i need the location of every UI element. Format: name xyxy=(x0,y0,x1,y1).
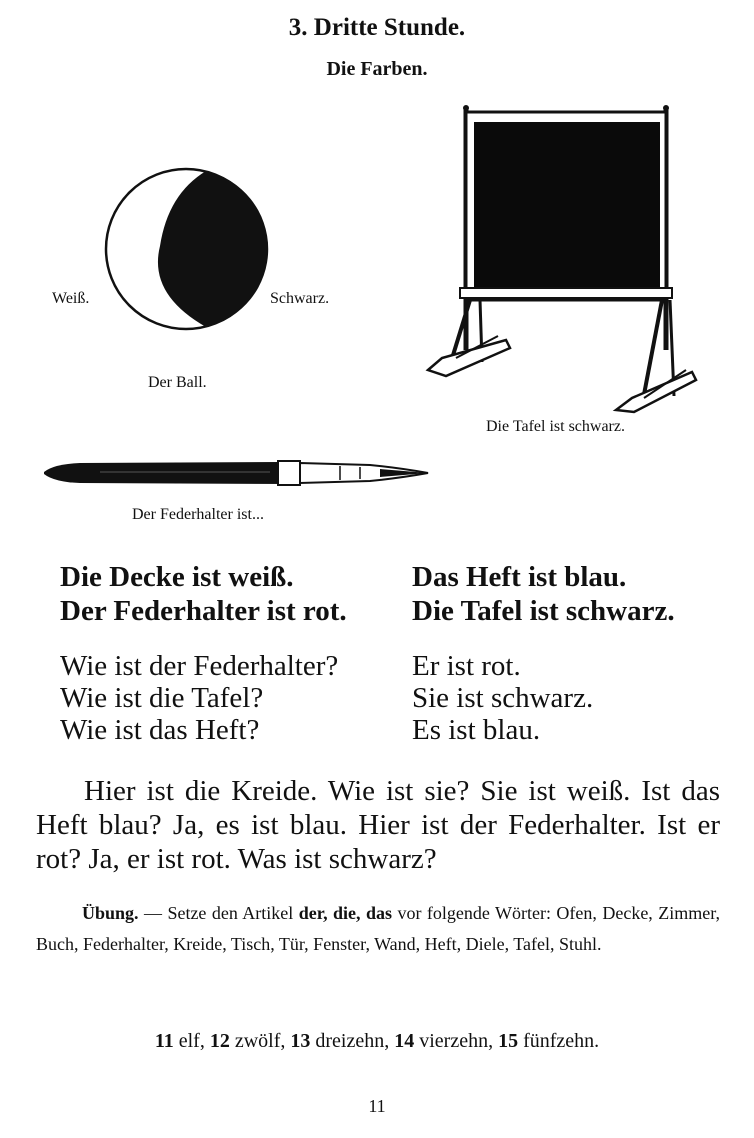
blackboard-surface xyxy=(474,122,660,294)
question-3: Wie ist das Heft? xyxy=(60,714,260,746)
statement-left-2: Der Federhalter ist rot. xyxy=(60,595,347,627)
pen-illustration xyxy=(40,458,432,488)
statement-left-1: Die Decke ist weiß. xyxy=(60,561,294,593)
exercise xyxy=(36,898,720,960)
number-word: zwölf, xyxy=(234,1030,286,1052)
lesson-title: 3. Dritte Stunde. xyxy=(288,14,466,41)
number-word: dreizehn, xyxy=(315,1030,390,1052)
blackboard-illustration xyxy=(420,100,710,418)
ball-label-white: Weiß. xyxy=(52,290,90,307)
exercise-label: Übung. xyxy=(82,903,139,923)
exercise-text-before: Setze den Artikel xyxy=(167,903,294,923)
exercise-text-after: vor folgende Wörter: Ofen, Decke, Zimmer, Buch, Federhalter, Kreide, Tisch, Tür, Fenster, Wand, Heft, Diele, Tafel, Stuhl. xyxy=(36,903,721,954)
numbers-line xyxy=(0,1030,754,1053)
number-digit: 11 xyxy=(154,1030,174,1052)
page-number: 11 xyxy=(368,1096,386,1116)
number-word: vierzehn, xyxy=(419,1030,494,1052)
statement-right-1: Das Heft ist blau. xyxy=(412,561,627,593)
answer-1: Er ist rot. xyxy=(412,650,521,682)
lesson-subtitle: Die Farben. xyxy=(326,58,428,80)
exercise-articles: der, die, das xyxy=(298,903,392,923)
answer-3: Es ist blau. xyxy=(412,714,541,746)
reading-paragraph: Hier ist die Kreide. Wie ist sie? Sie ist weiß. Ist das Heft blau? Ja, es ist blau. Hier ist der Federhalter. Ist er rot? Ja, er ist rot. Was ist schwarz? xyxy=(36,775,720,875)
question-2: Wie ist die Tafel? xyxy=(60,682,264,714)
blackboard-caption: Die Tafel ist schwarz. xyxy=(486,418,625,435)
pen-caption: Der Federhalter ist... xyxy=(132,506,264,523)
number-word: elf, xyxy=(178,1030,205,1052)
question-1: Wie ist der Federhalter? xyxy=(60,650,339,682)
answer-2: Sie ist schwarz. xyxy=(412,682,594,714)
ball-illustration xyxy=(98,164,278,334)
number-digit: 14 xyxy=(394,1030,415,1052)
ball-label-black: Schwarz. xyxy=(270,290,330,307)
number-digit: 13 xyxy=(290,1030,311,1052)
number-digit: 15 xyxy=(498,1030,519,1052)
exercise-dash: — xyxy=(143,903,162,923)
statement-right-2: Die Tafel ist schwarz. xyxy=(412,595,675,627)
ball-caption: Der Ball. xyxy=(148,374,207,391)
number-word: fünfzehn. xyxy=(523,1030,600,1052)
number-digit: 12 xyxy=(209,1030,230,1052)
